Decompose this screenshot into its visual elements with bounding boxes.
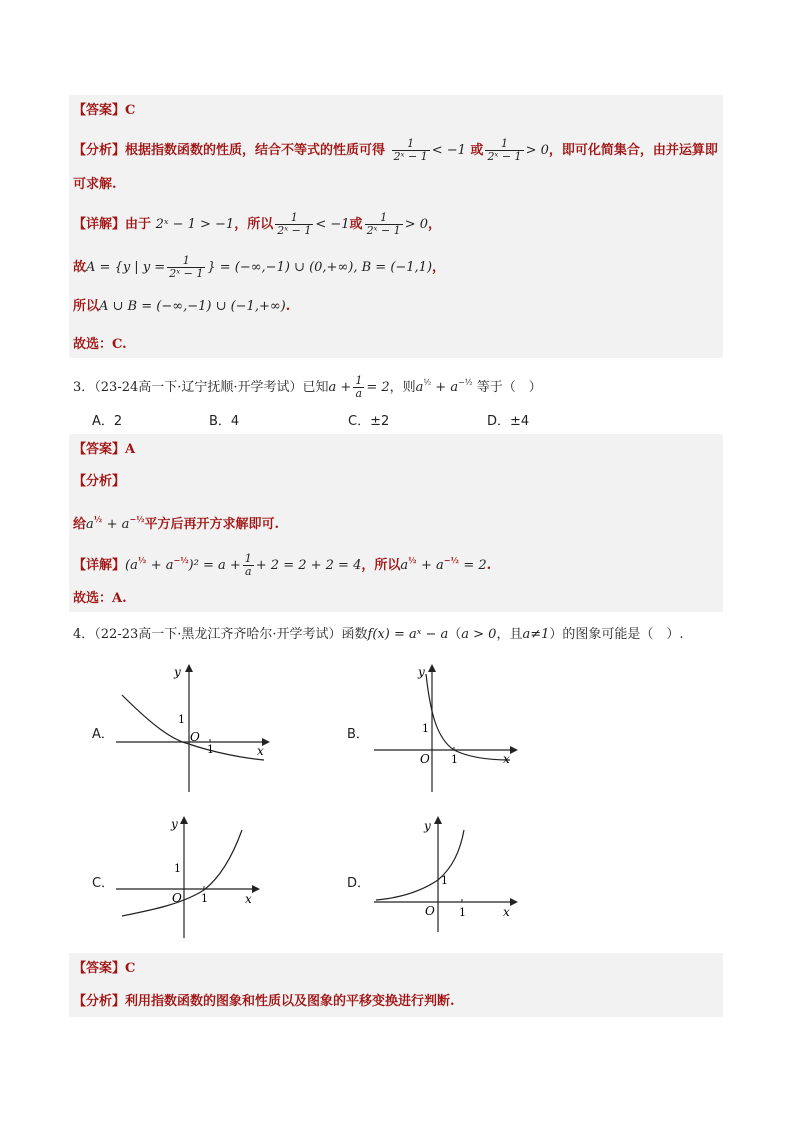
curve xyxy=(122,695,264,760)
detail-line: 【详解】$(a^{\frac{1}{2}} + a^{-\frac{1}{2}})^2 = a$ + $\frac{1}{a}$ + 2 = 2 + 2 = 4，所以$a^{\frac{1}{2}} + a^{-\frac{1}{2}} = 2$. xyxy=(73,552,492,578)
y-label: y xyxy=(424,819,431,833)
x-label: x xyxy=(257,744,264,758)
fraction: $\frac{1}{\text{2ˣ − 1}}$ xyxy=(169,254,204,280)
graph-b-label: B． xyxy=(347,727,369,742)
graph-b xyxy=(370,660,520,795)
option-a: A．2 xyxy=(92,414,123,429)
graph-c-label: C． xyxy=(92,876,115,891)
set-line: 故A = {y | y = $\frac{1}{\text{2ˣ − 1}}$ } = (−∞,−1) ∪ (0,+∞), B = (−1,1)， xyxy=(73,254,446,280)
x-axis-arrow-icon xyxy=(510,746,518,754)
x-one-label: 1 xyxy=(207,743,214,756)
y-axis-arrow-icon xyxy=(185,664,193,672)
fraction: $\frac{1}{\text{2ˣ − 1}}$ xyxy=(366,211,401,237)
answer-line: 【答案】C xyxy=(73,103,136,118)
answer-line: 【答案】C xyxy=(73,961,136,976)
analysis-line-2: 可求解. xyxy=(73,177,117,192)
answer-line: 【答案】A xyxy=(73,442,136,457)
y-label: y xyxy=(418,665,425,679)
choose-line: 故选：C. xyxy=(73,337,127,352)
y-one-label: 1 xyxy=(178,713,185,726)
x-axis-arrow-icon xyxy=(252,885,260,893)
graph-a-label: A． xyxy=(92,727,114,742)
y-one-label: 1 xyxy=(441,874,448,887)
origin-label: O xyxy=(420,752,430,766)
question-3: 3．（23-24高一下·辽宁抚顺·开学考试）已知a + $\frac{1}{a}$ = 2，则$a^{\frac{1}{2}} + a^{-\frac{1}{2}}$ 等于（ ） xyxy=(73,374,542,400)
fraction: $\frac{1}{\text{2ˣ − 1}}$ xyxy=(487,137,522,163)
x-one-label: 1 xyxy=(201,892,208,905)
question-4: 4．（22-23高一下·黑龙江齐齐哈尔·开学考试）函数f(x) = aˣ − a（a > 0，且a≠1）的图象可能是（ ）. xyxy=(73,627,684,642)
fraction: $\frac{1}{\text{2ˣ − 1}}$ xyxy=(393,137,428,163)
choose-line: 故选：A. xyxy=(73,591,127,606)
origin-label: O xyxy=(190,730,200,744)
graph-c xyxy=(112,812,262,942)
x-one-label: 1 xyxy=(451,753,458,766)
y-one-label: 1 xyxy=(174,862,181,875)
y-axis-arrow-icon xyxy=(434,816,442,824)
fraction: $\frac{1}{\text{2ˣ − 1}}$ xyxy=(277,211,312,237)
x-one-label: 1 xyxy=(459,906,466,919)
x-label: x xyxy=(503,905,510,919)
union-line: 所以A ∪ B = (−∞,−1) ∪ (−1,+∞). xyxy=(73,299,291,314)
fraction: $\frac{1}{a}$ xyxy=(244,552,252,578)
origin-label: O xyxy=(172,891,182,905)
detail-line: 【详解】由于 2ˣ − 1 > −1，所以 $\frac{1}{\text{2ˣ − 1}}$ < −1或 $\frac{1}{\text{2ˣ − 1}}$ > 0， xyxy=(73,211,441,237)
curve xyxy=(426,674,510,760)
option-b: B．4 xyxy=(209,414,240,429)
graph-d xyxy=(370,812,520,937)
y-axis-arrow-icon xyxy=(428,664,436,672)
analysis-line: 【分析】根据指数函数的性质，结合不等式的性质可得 $\frac{1}{\text{2ˣ − 1}}$ < −1 或 $\frac{1}{\text{2ˣ − 1}}$ > 0，即可化简集合，由并运算即 xyxy=(73,137,718,163)
option-d: D．±4 xyxy=(487,414,530,429)
graph-a xyxy=(112,660,272,795)
x-axis-arrow-icon xyxy=(510,898,518,906)
x-label: x xyxy=(503,752,510,766)
analysis-line: 【分析】利用指数函数的图象和性质以及图象的平移变换进行判断. xyxy=(73,994,455,1009)
y-label: y xyxy=(174,665,181,679)
y-label: y xyxy=(171,817,178,831)
analysis-line-2: 给$a^{\frac{1}{2}} + a^{-\frac{1}{2}}$平方后再开方求解即可. xyxy=(73,514,280,532)
curve xyxy=(376,830,464,900)
analysis-line: 【分析】 xyxy=(73,474,126,489)
x-label: x xyxy=(245,892,252,906)
y-axis-arrow-icon xyxy=(180,816,188,824)
option-c: C．±2 xyxy=(348,414,390,429)
origin-label: O xyxy=(425,904,435,918)
y-one-label: 1 xyxy=(422,722,429,735)
graph-d-label: D． xyxy=(347,876,371,891)
fraction: $\frac{1}{a}$ xyxy=(355,374,363,400)
curve xyxy=(122,830,242,916)
